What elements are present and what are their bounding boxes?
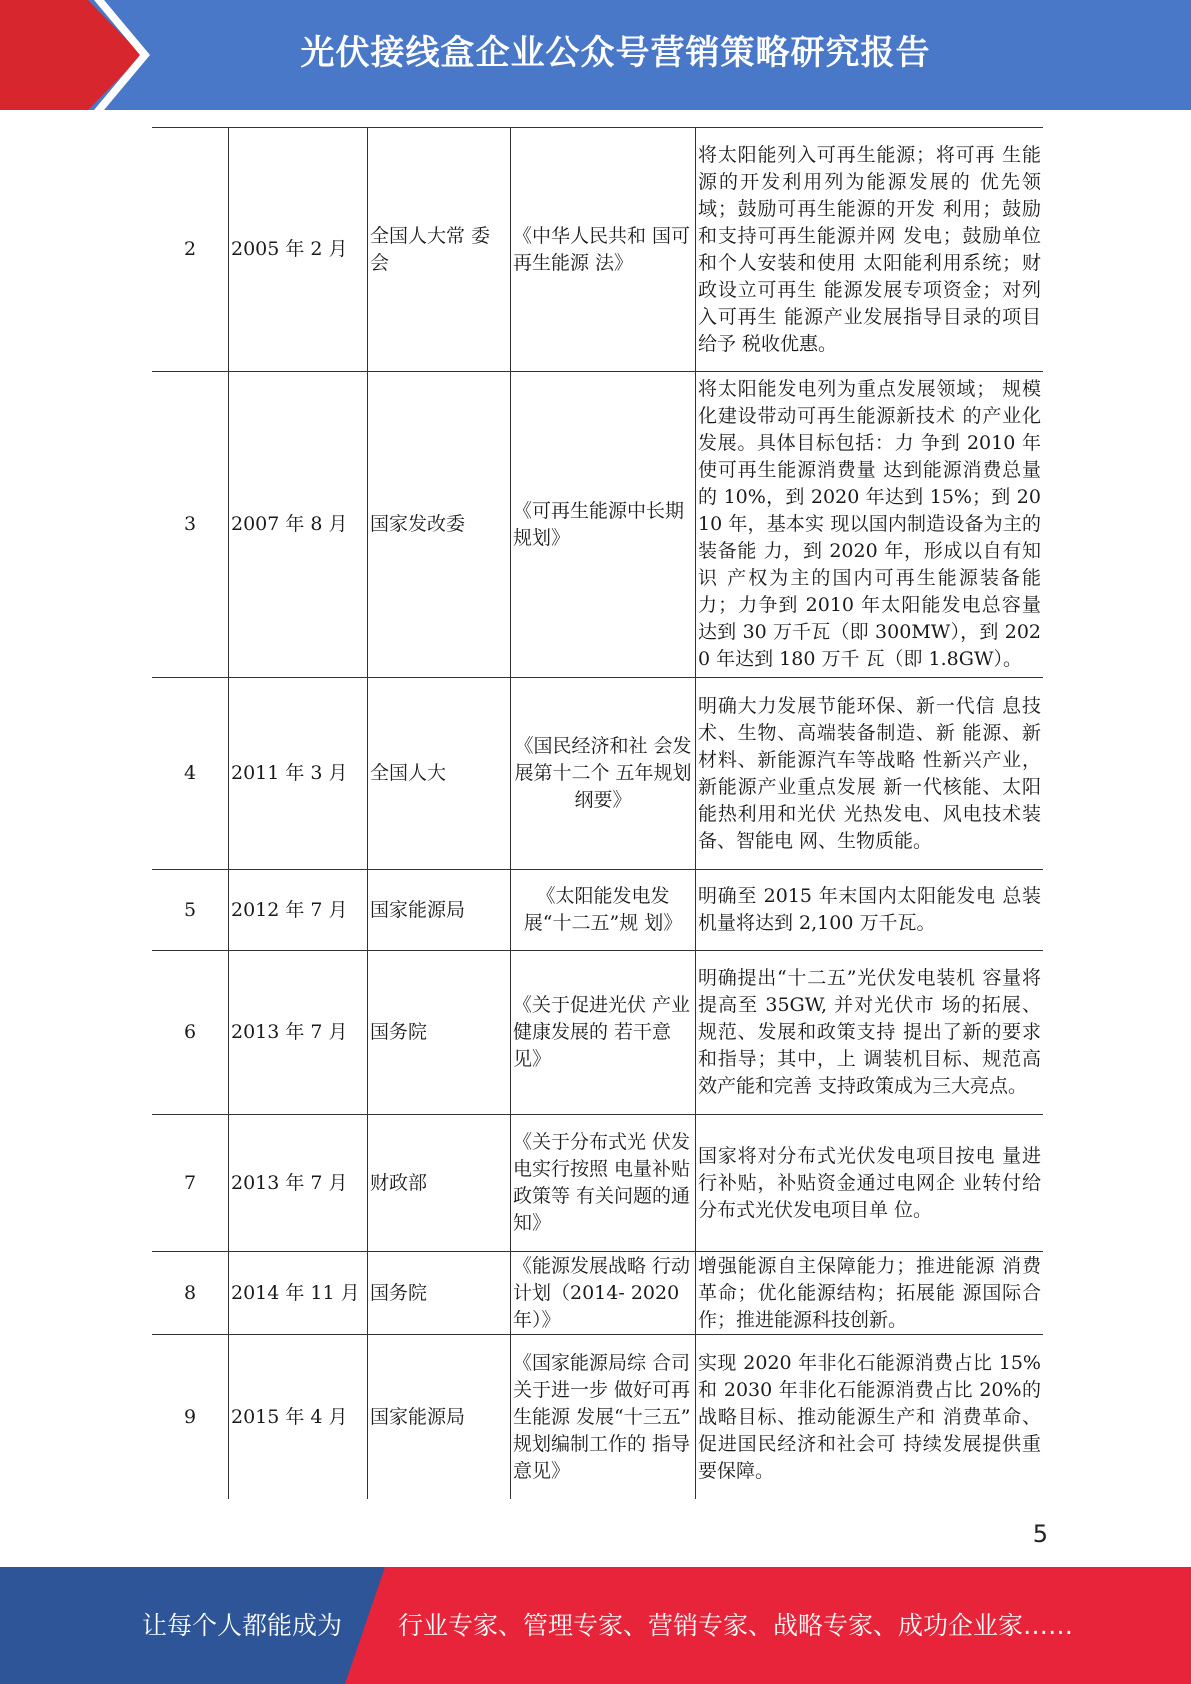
row-content: 增强能源自主保障能力；推进能源 消费革命；优化能源结构；拓展能 源国际合作；推进能源科技创新。 — [696, 1252, 1044, 1335]
row-content: 实现 2020 年非化石能源消费占比 15%和 2030 年非化石能源消费占比 20%的战略目标、推动能源生产和 消费革命、促进国民经济和社会可 持续发展提供重要保障。 — [696, 1335, 1044, 1500]
table-row — [152, 1335, 1043, 1500]
table-row — [152, 870, 1043, 951]
policy-table — [152, 127, 1043, 1499]
report-title: 光伏接线盒企业公众号营销策略研究报告 — [300, 33, 931, 73]
row-organization: 国家能源局 — [368, 870, 511, 951]
row-number: 2 — [152, 128, 229, 372]
row-organization: 国家能源局 — [368, 1335, 511, 1500]
row-number: 9 — [152, 1335, 229, 1500]
table-row — [152, 678, 1043, 870]
row-organization: 全国人大 — [368, 678, 511, 870]
row-date: 2015 年 4 月 — [229, 1335, 368, 1500]
row-number: 5 — [152, 870, 229, 951]
table-row — [152, 1115, 1043, 1252]
table-row — [152, 372, 1043, 678]
header-red-arrow-decoration — [0, 0, 150, 110]
row-content: 将太阳能发电列为重点发展领域； 规模化建设带动可再生能源新技术 的产业化发展。具体目标包括：力 争到 2010 年使可再生能源消费量 达到能源消费总量的 10%，到 2020 年达到 15%；到 2010 年，基本实 现以国内制造设备为主的装备能 力，到 2020 年，形成以自有知识 产权为主的国内可再生能源装备能 力；力争到 2010 年太阳能发电总容量达到 30 万千瓦（即 300MW），到 2020 年达到 180 万千 瓦（即 1.8GW）。 — [696, 372, 1044, 678]
row-date: 2007 年 8 月 — [229, 372, 368, 678]
row-content: 明确大力发展节能环保、新一代信 息技术、生物、高端装备制造、新 能源、新材料、新能源汽车等战略 性新兴产业，新能源产业重点发展 新一代核能、太阳能热利用和光伏 光热发电、风电技术装备、智能电 网、生物质能。 — [696, 678, 1044, 870]
row-organization: 全国人大常 委会 — [368, 128, 511, 372]
page-footer — [0, 1567, 1191, 1684]
row-date: 2005 年 2 月 — [229, 128, 368, 372]
row-date: 2013 年 7 月 — [229, 951, 368, 1115]
row-organization: 国家发改委 — [368, 372, 511, 678]
footer-slogan-right: 行业专家、管理专家、营销专家、战略专家、成功企业家…… — [398, 1611, 1074, 1640]
row-content: 明确至 2015 年末国内太阳能发电 总装机量将达到 2,100 万千瓦。 — [696, 870, 1044, 951]
table-row — [152, 1252, 1043, 1335]
row-document: 《关于促进光伏 产业健康发展的 若干意见》 — [511, 951, 696, 1115]
row-organization: 财政部 — [368, 1115, 511, 1252]
row-number: 3 — [152, 372, 229, 678]
row-content: 将太阳能列入可再生能源；将可再 生能源的开发利用列为能源发展的 优先领域；鼓励可再生能源的开发 利用；鼓励和支持可再生能源并网 发电；鼓励单位和个人安装和使用 太阳能利用系统；财政设立可再生 能源发展专项资金；对列入可再生 能源产业发展指导目录的项目给予 税收优惠。 — [696, 128, 1044, 372]
row-date: 2013 年 7 月 — [229, 1115, 368, 1252]
row-organization: 国务院 — [368, 1252, 511, 1335]
row-organization: 国务院 — [368, 951, 511, 1115]
row-number: 4 — [152, 678, 229, 870]
row-date: 2011 年 3 月 — [229, 678, 368, 870]
page-number: 5 — [1032, 1520, 1048, 1548]
row-document: 《太阳能发电发 展“十二五”规 划》 — [511, 870, 696, 951]
row-date: 2014 年 11 月 — [229, 1252, 368, 1335]
row-content: 国家将对分布式光伏发电项目按电 量进行补贴，补贴资金通过电网企 业转付给分布式光伏发电项目单 位。 — [696, 1115, 1044, 1252]
row-document: 《关于分布式光 伏发电实行按照 电量补贴政策等 有关问题的通 知》 — [511, 1115, 696, 1252]
row-number: 6 — [152, 951, 229, 1115]
row-document: 《能源发展战略 行动计划（2014- 2020 年）》 — [511, 1252, 696, 1335]
row-document: 《国家能源局综 合司关于进一步 做好可再生能源 发展“十三五” 规划编制工作的 指导意见》 — [511, 1335, 696, 1500]
row-document: 《国民经济和社 会发展第十二个 五年规划纲要》 — [511, 678, 696, 870]
table-row — [152, 951, 1043, 1115]
row-document: 《可再生能源中长期规划》 — [511, 372, 696, 678]
page-header — [0, 0, 1191, 110]
table-row — [152, 128, 1043, 372]
row-number: 7 — [152, 1115, 229, 1252]
row-document: 《中华人民共和 国可再生能源 法》 — [511, 128, 696, 372]
row-date: 2012 年 7 月 — [229, 870, 368, 951]
footer-slogan-left: 让每个人都能成为 — [142, 1611, 343, 1640]
row-content: 明确提出“十二五”光伏发电装机 容量将提高至 35GW, 并对光伏市 场的拓展、规范、发展和政策支持 提出了新的要求和指导；其中，上 调装机目标、规范高效产能和完善 支持政策成为三大亮点。 — [696, 951, 1044, 1115]
row-number: 8 — [152, 1252, 229, 1335]
